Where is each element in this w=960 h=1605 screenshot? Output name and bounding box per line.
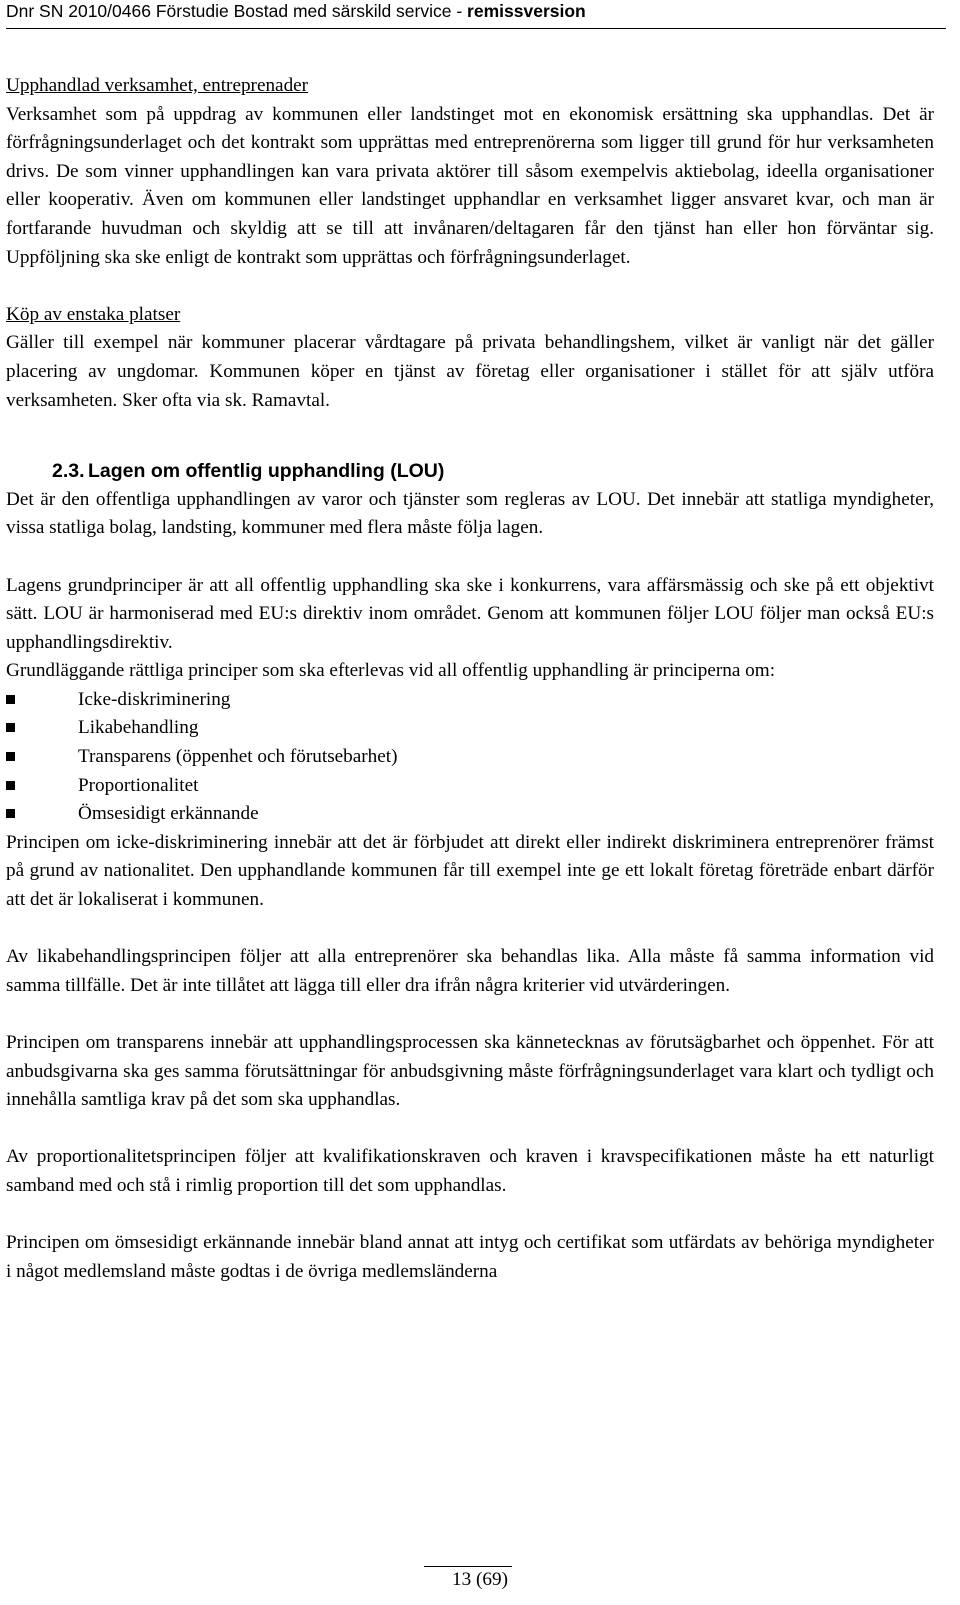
lou-paragraph-2: Lagens grundprinciper är att all offentlig upphandling ska ske i konkurrens, vara affärsmässig och ske på ett objektivt sätt. LOU är harmoniserad med EU:s direktiv inom området. Genom att kommunen följer LOU följer man också EU:s upphandlingsdirektiv. — [6, 574, 934, 653]
kop-heading: Köp av enstaka platser — [6, 303, 181, 325]
list-item-text: Proportionalitet — [78, 774, 199, 796]
spacer — [6, 1115, 934, 1144]
spacer — [6, 1000, 934, 1029]
list-item — [6, 800, 934, 829]
page-content — [6, 72, 934, 1286]
principles-list — [6, 686, 934, 829]
section-number: 2.3. — [52, 460, 85, 483]
list-item-text: Transparens (öppenhet och förutsebarhet) — [78, 746, 398, 768]
lou-paragraph-6: Principen om transparens innebär att upphandlingsprocessen ska kännetecknas av förutsägbarhet och öppenhet. För att anbudsgivarna ska ges samma förutsättningar för anbudsgivning måste förfrågningsunderlaget vara klart och tydligt och innehålla samtliga krav på det som ska upphandlas. — [6, 1032, 934, 1111]
lou-paragraph-5: Av likabehandlingsprincipen följer att alla entreprenörer ska behandlas lika. Alla måste få samma information vid samma tillfälle. Det är inte tillåtet att lägga till eller dra ifrån några kriterier vid utvärderingen. — [6, 946, 934, 996]
lou-paragraph-4: Principen om icke-diskriminering innebär att det är förbjudet att direkt eller indirekt diskriminera entreprenörer främst på grund av nationalitet. Den upphandlande kommunen får till exempel inte ge ett lokalt företag företräde enbart därför att det är lokaliserat i kommunen. — [6, 831, 934, 911]
lou-paragraph-8: Principen om ömsesidigt erkännande innebär bland annat att intyg och certifikat som utfärdats av behöriga myndigheter i något medlemsland måste godtas i de övriga medlemsländerna — [6, 1232, 934, 1282]
spacer — [6, 272, 934, 301]
square-bullet-icon — [6, 723, 15, 732]
square-bullet-icon — [6, 781, 15, 790]
upphandlad-paragraph: Verksamhet som på uppdrag av kommunen eller landstinget mot en ekonomisk ersättning ska upphandlas. Det är förfrågningsunderlaget och det kontrakt som upprättas med entreprenörerna som ligger till grund för hur verksamheten drivs. De som vinner upphandlingen kan vara privata aktörer till såsom exempelvis aktiebolag, ideella organisationer eller kooperativ. Även om kommunen eller landstinget upphandlar en verksamhet ligger ansvaret kvar, och man är fortfarande huvudman och skyldig att se till att invånaren/deltagaren får den tjänst han eller hon förväntar sig. Uppföljning ska ske enligt de kontrakt som upprättas och förfrågningsunderlaget. — [6, 103, 934, 268]
list-item — [6, 714, 934, 743]
section-title: Lagen om offentlig upphandling (LOU) — [88, 460, 445, 483]
list-item — [6, 772, 934, 801]
lou-paragraph-3: Grundläggande rättliga principer som ska efterlevas vid all offentlig upphandling är principerna om: — [6, 660, 776, 682]
page-number: 13 (69) — [452, 1569, 508, 1590]
section-heading-lou — [6, 457, 934, 486]
square-bullet-icon — [6, 752, 15, 761]
lou-paragraph-7: Av proportionalitetsprincipen följer att kvalifikationskraven och kraven i kravspecifikationen måste ha ett naturligt samband med och stå i rimlig proportion till det som upphandlas. — [6, 1146, 934, 1196]
lou-paragraph-1: Det är den offentliga upphandlingen av varor och tjänster som regleras av LOU. Det innebär att statliga myndigheter, vissa statliga bolag, landsting, kommuner med flera måste följa lagen. — [6, 488, 934, 539]
list-item — [6, 686, 934, 715]
upphandlad-heading: Upphandlad verksamhet, entreprenader — [6, 75, 309, 96]
footer-divider — [424, 1566, 512, 1567]
spacer — [6, 1201, 934, 1230]
spacer — [6, 415, 934, 457]
spacer — [6, 543, 934, 572]
list-item-text: Ömsesidigt erkännande — [78, 803, 259, 825]
header-title: Dnr SN 2010/0466 Förstudie Bostad med särskild service - — [6, 1, 468, 21]
page-header — [6, 0, 946, 29]
list-item-text: Icke-diskriminering — [78, 688, 231, 710]
list-item — [6, 743, 934, 772]
list-item-text: Likabehandling — [78, 717, 199, 739]
square-bullet-icon — [6, 809, 15, 818]
square-bullet-icon — [6, 695, 15, 704]
kop-paragraph: Gäller till exempel när kommuner placerar vårdtagare på privata behandlingshem, vilket är vanligt när det gäller placering av ungdomar. Kommunen köper en tjänst av företag eller organisationer i stället för att själv utföra verksamheten. Sker ofta via sk. Ramavtal. — [6, 332, 934, 411]
spacer — [6, 915, 934, 944]
header-status: remissversion — [467, 1, 586, 21]
